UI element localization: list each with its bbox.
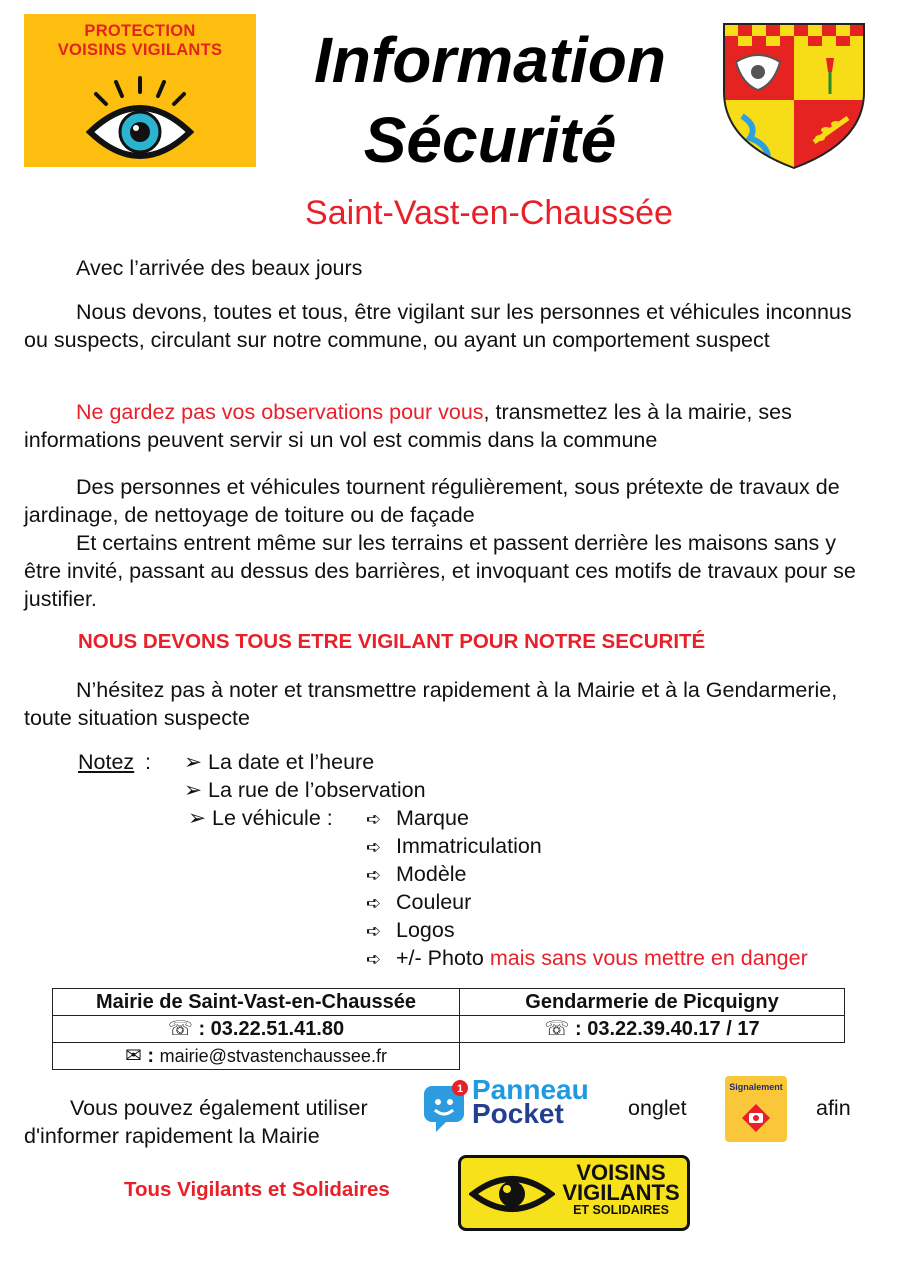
commune-name: Saint-Vast-en-Chaussée (305, 194, 673, 232)
vigilance-heading: NOUS DEVONS TOUS ETRE VIGILANT POUR NOTRE SECURITÉ (78, 630, 706, 653)
observations-warning: Ne gardez pas vos observations pour vous (76, 400, 484, 424)
table-row (53, 1016, 845, 1043)
pocket-label: Pocket (472, 1098, 564, 1129)
arrow-right-icon: ➪ (366, 949, 382, 969)
title-line-2: Sécurité (363, 104, 617, 176)
list-item: ➢ La date et l’heure (184, 750, 375, 774)
mairie-phone[interactable]: 03.22.51.41.80 (210, 1018, 345, 1040)
table-row (53, 1043, 845, 1070)
vehicle-item: ➪ Marque (366, 804, 469, 833)
onglet-text: onglet (628, 1096, 687, 1120)
panneau-pocket-logo[interactable] (472, 1074, 589, 1129)
badge-line-1: PROTECTION (84, 22, 196, 40)
vv-line-2: VIGILANTS (562, 1180, 680, 1205)
protection-voisins-vigilants-logo (24, 14, 256, 167)
arrow-right-icon: ➪ (366, 809, 382, 829)
gendarmerie-phone-cell: ☏ : 03.22.39.40.17 / 17 (460, 1016, 845, 1043)
vv-line-1: VOISINS (576, 1160, 666, 1185)
signalement-tab-icon[interactable] (725, 1076, 787, 1142)
paragraph-pretexts: Des personnes et véhicules tournent régulièrement, sous prétexte de travaux de jardinage, de nettoyage de toiture ou de façade (24, 475, 840, 527)
gendarmerie-phone[interactable]: 03.22.39.40.17 / 17 (587, 1018, 760, 1040)
eye-icon (86, 74, 194, 166)
arrow-right-icon: ➪ (366, 893, 382, 913)
vehicle-item: ➪ +/- Photo mais sans vous mettre en danger (366, 944, 808, 973)
paragraph-intrusions: Et certains entrent même sur les terrains et passent derrière les maisons sans y être invité, passant au dessus des barrières, et invoquant ces motifs de travaux pour se justifier. (24, 531, 856, 611)
phone-icon: ☏ (167, 1018, 199, 1040)
signalement-label: Signalement (729, 1082, 783, 1092)
chevron-right-icon: ➢ (184, 750, 208, 774)
chevron-right-icon: ➢ (188, 806, 212, 830)
slogan: Tous Vigilants et Solidaires (124, 1178, 390, 1201)
mairie-name-cell: Mairie de Saint-Vast-en-Chaussée (53, 989, 460, 1016)
badge-line-2: VOISINS VIGILANTS (57, 41, 223, 59)
arrow-right-icon: ➪ (366, 865, 382, 885)
title-line-1: Information (314, 24, 666, 96)
list-item: ➢ La rue de l’observation (184, 778, 426, 802)
voisins-vigilants-logo (458, 1155, 690, 1231)
arrow-right-icon: ➪ (366, 837, 382, 857)
phone-icon: ☏ (544, 1018, 575, 1040)
notification-count: 1 (456, 1083, 464, 1095)
panneau-label: Panneau (472, 1074, 589, 1105)
alert-icon (740, 1102, 772, 1134)
vehicle-item: ➪ Immatriculation (366, 832, 542, 861)
vehicle-item: ➪ Modèle (366, 860, 467, 889)
use-app-text: Vous pouvez également utiliser (70, 1096, 368, 1120)
chevron-right-icon: ➢ (184, 778, 208, 802)
arrow-right-icon: ➪ (366, 921, 382, 941)
eye-icon (469, 1168, 555, 1220)
paragraph-vigilance: Nous devons, toutes et tous, être vigilant sur les personnes et véhicules inconnus ou suspects, circulant sur notre commune, ou ayant un comportement suspect (24, 300, 852, 352)
paragraph-report: N’hésitez pas à noter et transmettre rapidement à la Mairie et à la Gendarmerie, toute situation suspecte (24, 678, 838, 730)
observations-rest: , transmettez les à la mairie, ses informations peuvent servir si un vol est commis dans la commune (24, 400, 792, 452)
page-title (270, 20, 710, 180)
paragraph-intro: Avec l’arrivée des beaux jours (76, 256, 363, 280)
contacts-table (52, 988, 845, 1070)
mairie-phone-cell: ☏ : 03.22.51.41.80 (53, 1016, 460, 1043)
mairie-email-link[interactable]: mairie@stvastenchaussee.fr (159, 1046, 387, 1066)
mairie-email-cell: ✉ : mairie@stvastenchaussee.fr (53, 1043, 460, 1070)
inform-mairie-text: d'informer rapidement la Mairie (24, 1124, 320, 1148)
photo-warning: mais sans vous mettre en danger (489, 946, 808, 970)
vv-line-3: ET SOLIDAIRES (573, 1203, 669, 1217)
notes-label: Notez (78, 750, 135, 774)
paragraph-observations (24, 398, 874, 454)
list-item: ➢ Le véhicule : (188, 806, 333, 830)
vehicle-item: ➪ Logos (366, 916, 455, 945)
commune-coat-of-arms (722, 22, 866, 170)
table-row (53, 989, 845, 1016)
afin-text: afin (816, 1096, 851, 1120)
mail-icon: ✉ (125, 1045, 148, 1067)
notes-colon: : (145, 750, 151, 774)
vehicle-item: ➪ Couleur (366, 888, 471, 917)
gendarmerie-name-cell: Gendarmerie de Picquigny (460, 989, 845, 1016)
panneau-pocket-icon (422, 1080, 470, 1132)
